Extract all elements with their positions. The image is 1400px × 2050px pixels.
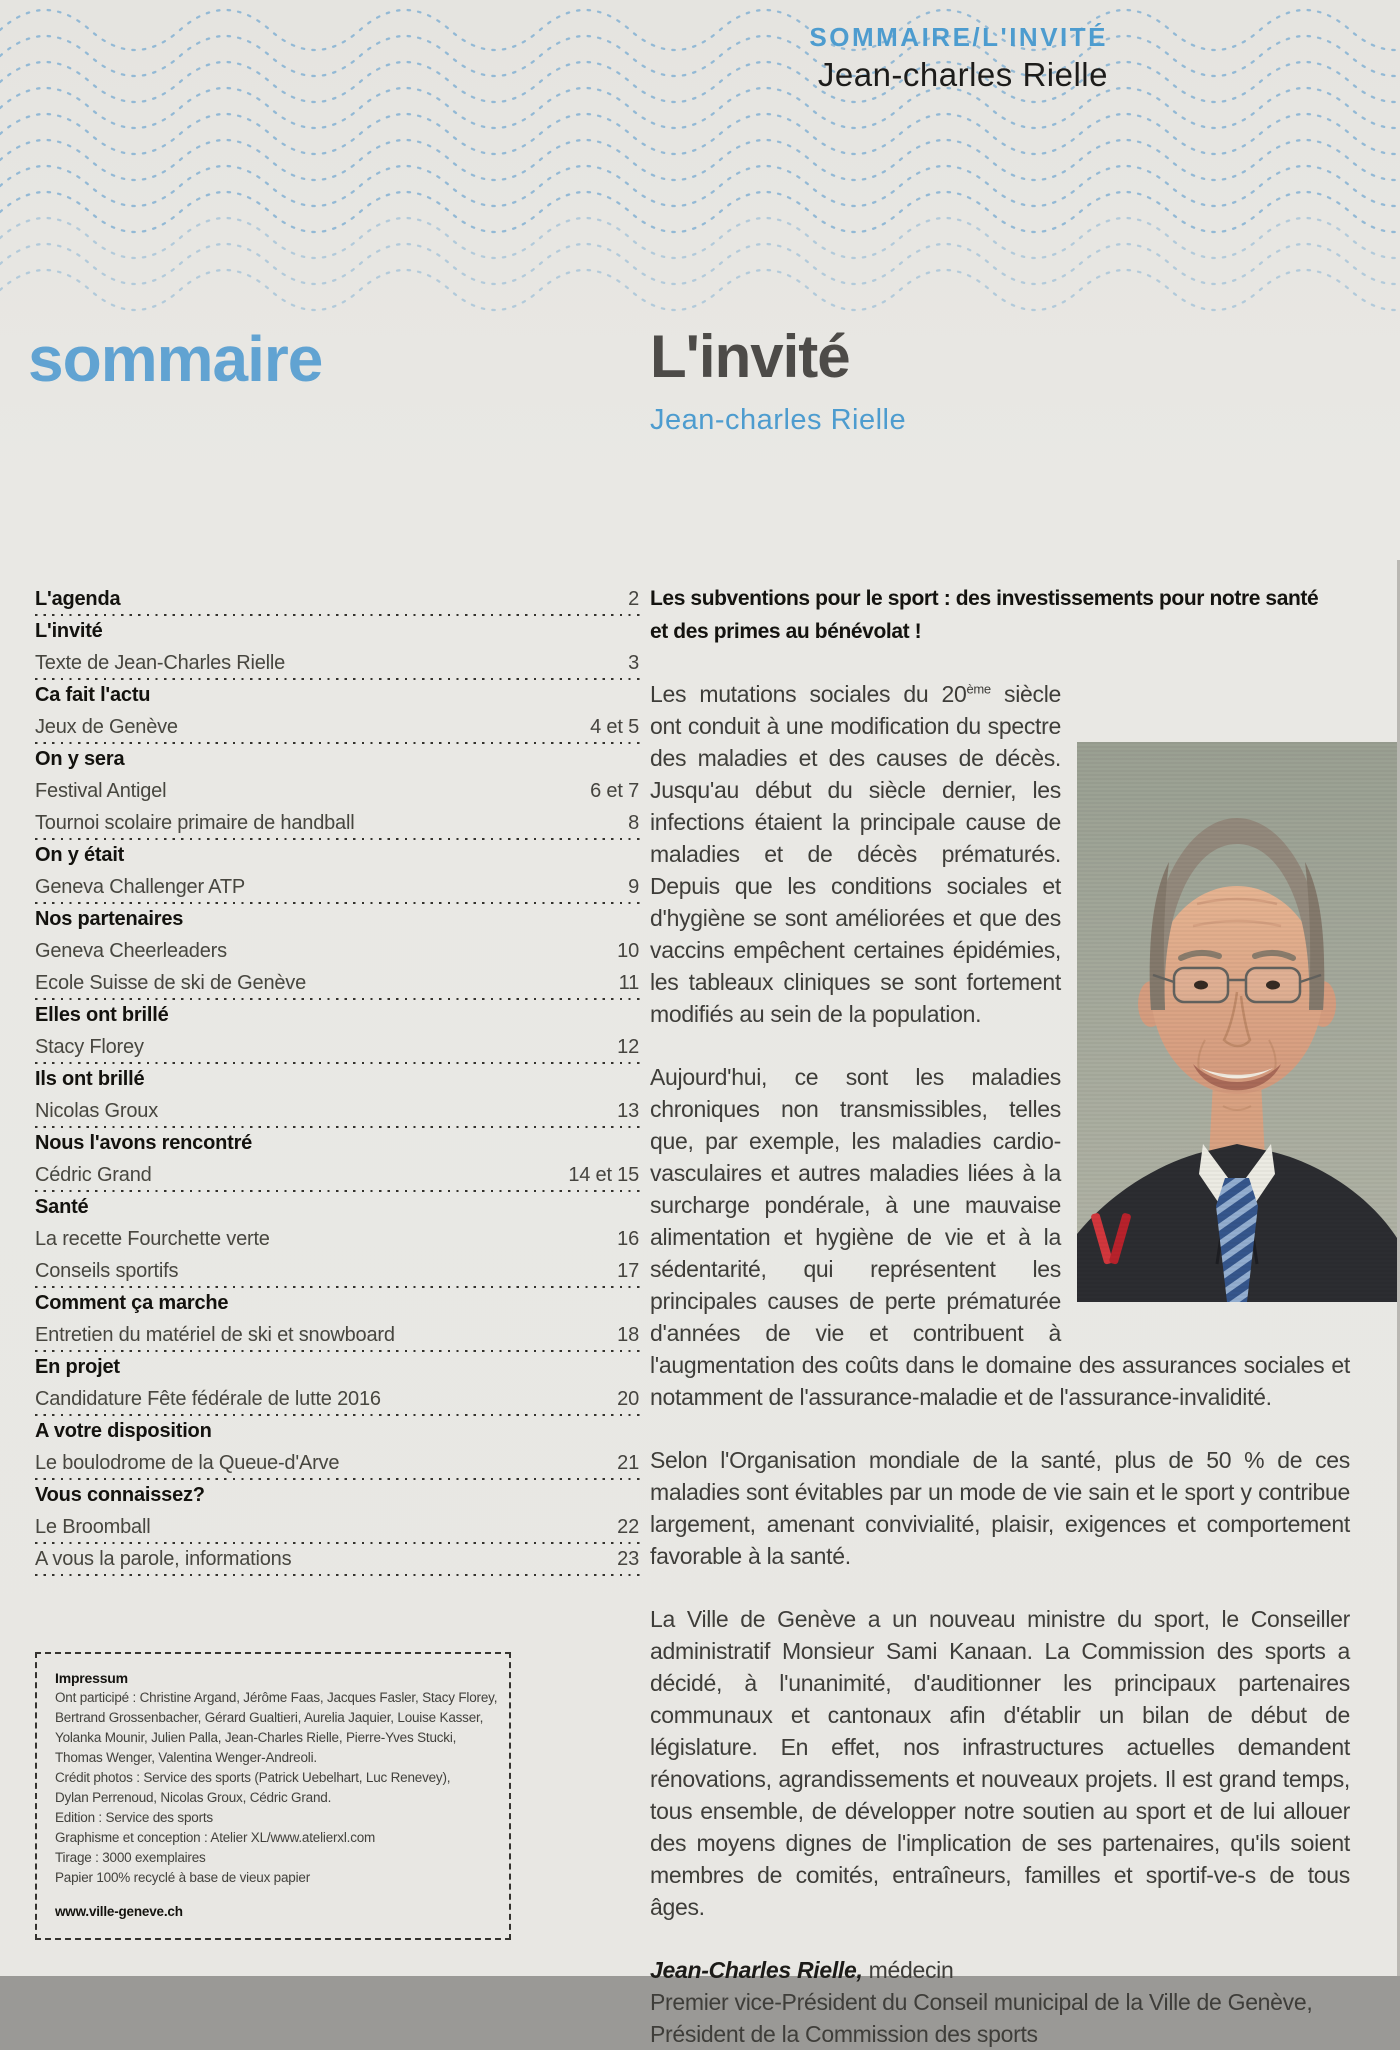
header-author-name: Jean-charles Rielle	[817, 56, 1108, 93]
impressum-lines	[55, 1688, 498, 1888]
invite-photo	[1077, 742, 1397, 1302]
toc-label: Tournoi scolaire primaire de handball	[35, 812, 355, 834]
toc-label: Vous connaissez?	[35, 1484, 205, 1506]
toc-row	[35, 808, 640, 840]
toc-label: Texte de Jean-Charles Rielle	[35, 652, 286, 674]
article-paragraph: Les mutations sociales du 20ème siècle ont conduit à une modification du spectre des maladies et des causes de décès. Jusqu'au début du siècle dernier, les infections étaient la principale cause de maladies et de décès prématurés. Depuis que les conditions sociales et d'hygiène se sont améliorées et que des vaccins empêchent certaines épidémies, les tableaux cliniques se sont fortement modifiés au sein de la population.	[650, 681, 1061, 1027]
header-kicker: SOMMAIRE/L'INVITÉ	[809, 22, 1108, 52]
toc-label: L'agenda	[35, 588, 121, 610]
impressum-line: Edition : Service des sports	[55, 1810, 213, 1825]
impressum-line: Papier 100% recyclé à base de vieux papier	[55, 1870, 311, 1885]
toc-label: Entretien du matériel de ski et snowboard	[35, 1324, 395, 1346]
toc-label: Festival Antigel	[35, 780, 167, 802]
toc-row	[35, 1064, 640, 1096]
toc-page-number: 14 et 15	[568, 1164, 639, 1186]
toc-label: Ca fait l'actu	[35, 684, 151, 706]
toc-label: Ecole Suisse de ski de Genève	[35, 972, 307, 994]
toc-label: Nous l'avons rencontré	[35, 1132, 253, 1154]
toc-row	[35, 1224, 640, 1256]
toc-label: Le boulodrome de la Queue-d'Arve	[35, 1452, 340, 1474]
toc-label: Nos partenaires	[35, 908, 184, 930]
toc-row	[35, 1032, 640, 1064]
toc-label: Nicolas Groux	[35, 1100, 158, 1122]
toc-label: A votre disposition	[35, 1420, 212, 1442]
toc-page-number: 23	[617, 1548, 639, 1570]
toc-page-number: 11	[618, 972, 639, 994]
toc-page-number: 6 et 7	[590, 780, 639, 802]
signature-line: Président de la Commission des sports	[650, 2021, 1038, 2047]
toc-row	[35, 1480, 640, 1512]
toc-label: Jeux de Genève	[35, 716, 178, 738]
toc-row	[35, 1256, 640, 1288]
sommaire-title: sommaire	[28, 323, 323, 395]
toc-row	[35, 616, 640, 648]
toc-row	[35, 584, 640, 616]
toc-label: On y sera	[35, 748, 125, 770]
toc-row	[35, 1512, 640, 1544]
toc-label: Ils ont brillé	[35, 1068, 145, 1090]
toc-page-number: 10	[617, 940, 639, 962]
page-header	[809, 22, 1108, 94]
impressum-line: Tirage : 3000 exemplaires	[55, 1850, 206, 1865]
invite-subtitle: Jean-charles Rielle	[650, 404, 907, 436]
impressum-line: Thomas Wenger, Valentina Wenger-Andreoli.	[55, 1750, 317, 1765]
toc-page-number: 17	[617, 1260, 639, 1282]
toc-label: Santé	[35, 1196, 89, 1218]
toc-row	[35, 712, 640, 744]
toc-label: La recette Fourchette verte	[35, 1228, 270, 1250]
signature-role: médecin	[868, 1957, 954, 1983]
toc-row	[35, 776, 640, 808]
article-paragraph: Aujourd'hui, ce sont les maladies chroniques non transmissibles, telles que, par exemple, les maladies cardio-vasculaires et autres maladies liées à la surcharge pondérale, à une mauvaise alimentation et hygiène de vie et à la sédentarité, qui représentent les principales causes de perte prématurée d'années de vie et contribuent à l'augmentation des coûts dans le domaine des assurances sociales et notamment de l'assurance-maladie et de l'assurance-invalidité.	[650, 1064, 1350, 1410]
toc-page-number: 4 et 5	[590, 716, 639, 738]
toc-row	[35, 1192, 640, 1224]
toc-row	[35, 1448, 640, 1480]
toc-label: L'invité	[35, 620, 103, 642]
invite-title: L'invité	[650, 323, 850, 390]
toc-page-number: 16	[617, 1228, 639, 1250]
impressum-box	[35, 1652, 511, 1940]
toc-page-number: 8	[628, 812, 639, 834]
toc-label: A vous la parole, informations	[35, 1548, 292, 1570]
toc-row	[35, 1096, 640, 1128]
toc-row	[35, 904, 640, 936]
toc-page-number: 2	[628, 588, 639, 610]
toc-label: Elles ont brillé	[35, 1004, 169, 1026]
toc-row	[35, 1352, 640, 1384]
toc-page-number: 20	[617, 1388, 639, 1410]
toc-page-number: 3	[628, 652, 639, 674]
toc-page-number: 21	[617, 1452, 639, 1474]
signature-block	[650, 1954, 1350, 2050]
impressum-website: www.ville-geneve.ch	[55, 1904, 183, 1919]
wave-dots-pattern	[0, 0, 1400, 310]
toc-page-number: 9	[628, 876, 639, 898]
toc-row	[35, 840, 640, 872]
toc-row	[35, 1128, 640, 1160]
article-intro-line: et des primes au bénévolat !	[650, 620, 922, 643]
signature-lines	[650, 1986, 1350, 2050]
toc-row	[35, 680, 640, 712]
toc-row	[35, 936, 640, 968]
impressum-line: Graphisme et conception : Atelier XL/www.atelierxl.com	[55, 1830, 376, 1845]
toc-row	[35, 1384, 640, 1416]
toc-label: On y était	[35, 844, 125, 866]
article-intro	[650, 582, 1350, 648]
impressum-line: Crédit photos : Service des sports (Patrick Uebelhart, Luc Renevey),	[55, 1770, 451, 1785]
toc-label: Stacy Florey	[35, 1036, 144, 1058]
impressum-line: Dylan Perrenoud, Nicolas Groux, Cédric Grand.	[55, 1790, 332, 1805]
toc-page-number: 12	[617, 1036, 639, 1058]
impressum-line: Ont participé : Christine Argand, Jérôme Faas, Jacques Fasler, Stacy Florey,	[55, 1690, 498, 1705]
toc-label: Cédric Grand	[35, 1164, 152, 1186]
article-paragraph: La Ville de Genève a un nouveau ministre du sport, le Conseiller administratif Monsieur Sami Kanaan. La Commission des sports a décidé, à l'unanimité, d'auditionner les principaux partenaires communaux et cantonaux afin d'établir un bilan de début de législature. En effet, nos infrastructures actuelles demandent rénovations, agrandissements et nouveaux projets. Il est grand temps, tous ensemble, de développer notre soutien au sport et de lui allouer des moyens dignes de l'implication de ses partenaires, qu'ils soient membres de comités, entraîneurs, familles et sportif-ve-s de tous âges.	[650, 1606, 1350, 1920]
toc-row	[35, 1544, 640, 1576]
signature-name: Jean-Charles Rielle,	[650, 1957, 863, 1983]
toc-label: Conseils sportifs	[35, 1260, 179, 1282]
toc-row	[35, 872, 640, 904]
toc-page-number: 13	[617, 1100, 639, 1122]
toc-row	[35, 1160, 640, 1192]
toc-page-number: 22	[617, 1516, 639, 1538]
toc-label: Geneva Challenger ATP	[35, 876, 245, 898]
toc-page-number: 18	[617, 1324, 639, 1346]
impressum-line: Bertrand Grossenbacher, Gérard Gualtieri, Aurelia Jaquier, Louise Kasser,	[55, 1710, 484, 1725]
signature-line: Premier vice-Président du Conseil municipal de la Ville de Genève,	[650, 1989, 1313, 2015]
article-intro-line: Les subventions pour le sport : des investissements pour notre santé	[650, 587, 1319, 610]
toc-row	[35, 1320, 640, 1352]
signature-title-line	[650, 1954, 1350, 1986]
impressum-title: Impressum	[55, 1670, 128, 1686]
toc-row	[35, 648, 640, 680]
toc-row	[35, 1288, 640, 1320]
article-body	[650, 678, 1350, 2050]
toc-label: Candidature Fête fédérale de lutte 2016	[35, 1388, 381, 1410]
toc-row	[35, 1000, 640, 1032]
toc-row	[35, 968, 640, 1000]
toc-label: Geneva Cheerleaders	[35, 940, 227, 962]
toc-row	[35, 1416, 640, 1448]
toc-label: En projet	[35, 1356, 120, 1378]
toc-label: Le Broomball	[35, 1516, 151, 1538]
toc-list	[35, 584, 640, 1576]
toc-row	[35, 744, 640, 776]
impressum-line: Yolanka Mounir, Julien Palla, Jean-Charles Rielle, Pierre-Yves Stucki,	[55, 1730, 457, 1745]
article-paragraph: Selon l'Organisation mondiale de la santé, plus de 50 % de ces maladies sont évitables par un mode de vie sain et le sport y contribue largement, amenant convivialité, plaisir, exigences et comportement favorable à la santé.	[650, 1447, 1350, 1569]
toc-label: Comment ça marche	[35, 1292, 229, 1314]
